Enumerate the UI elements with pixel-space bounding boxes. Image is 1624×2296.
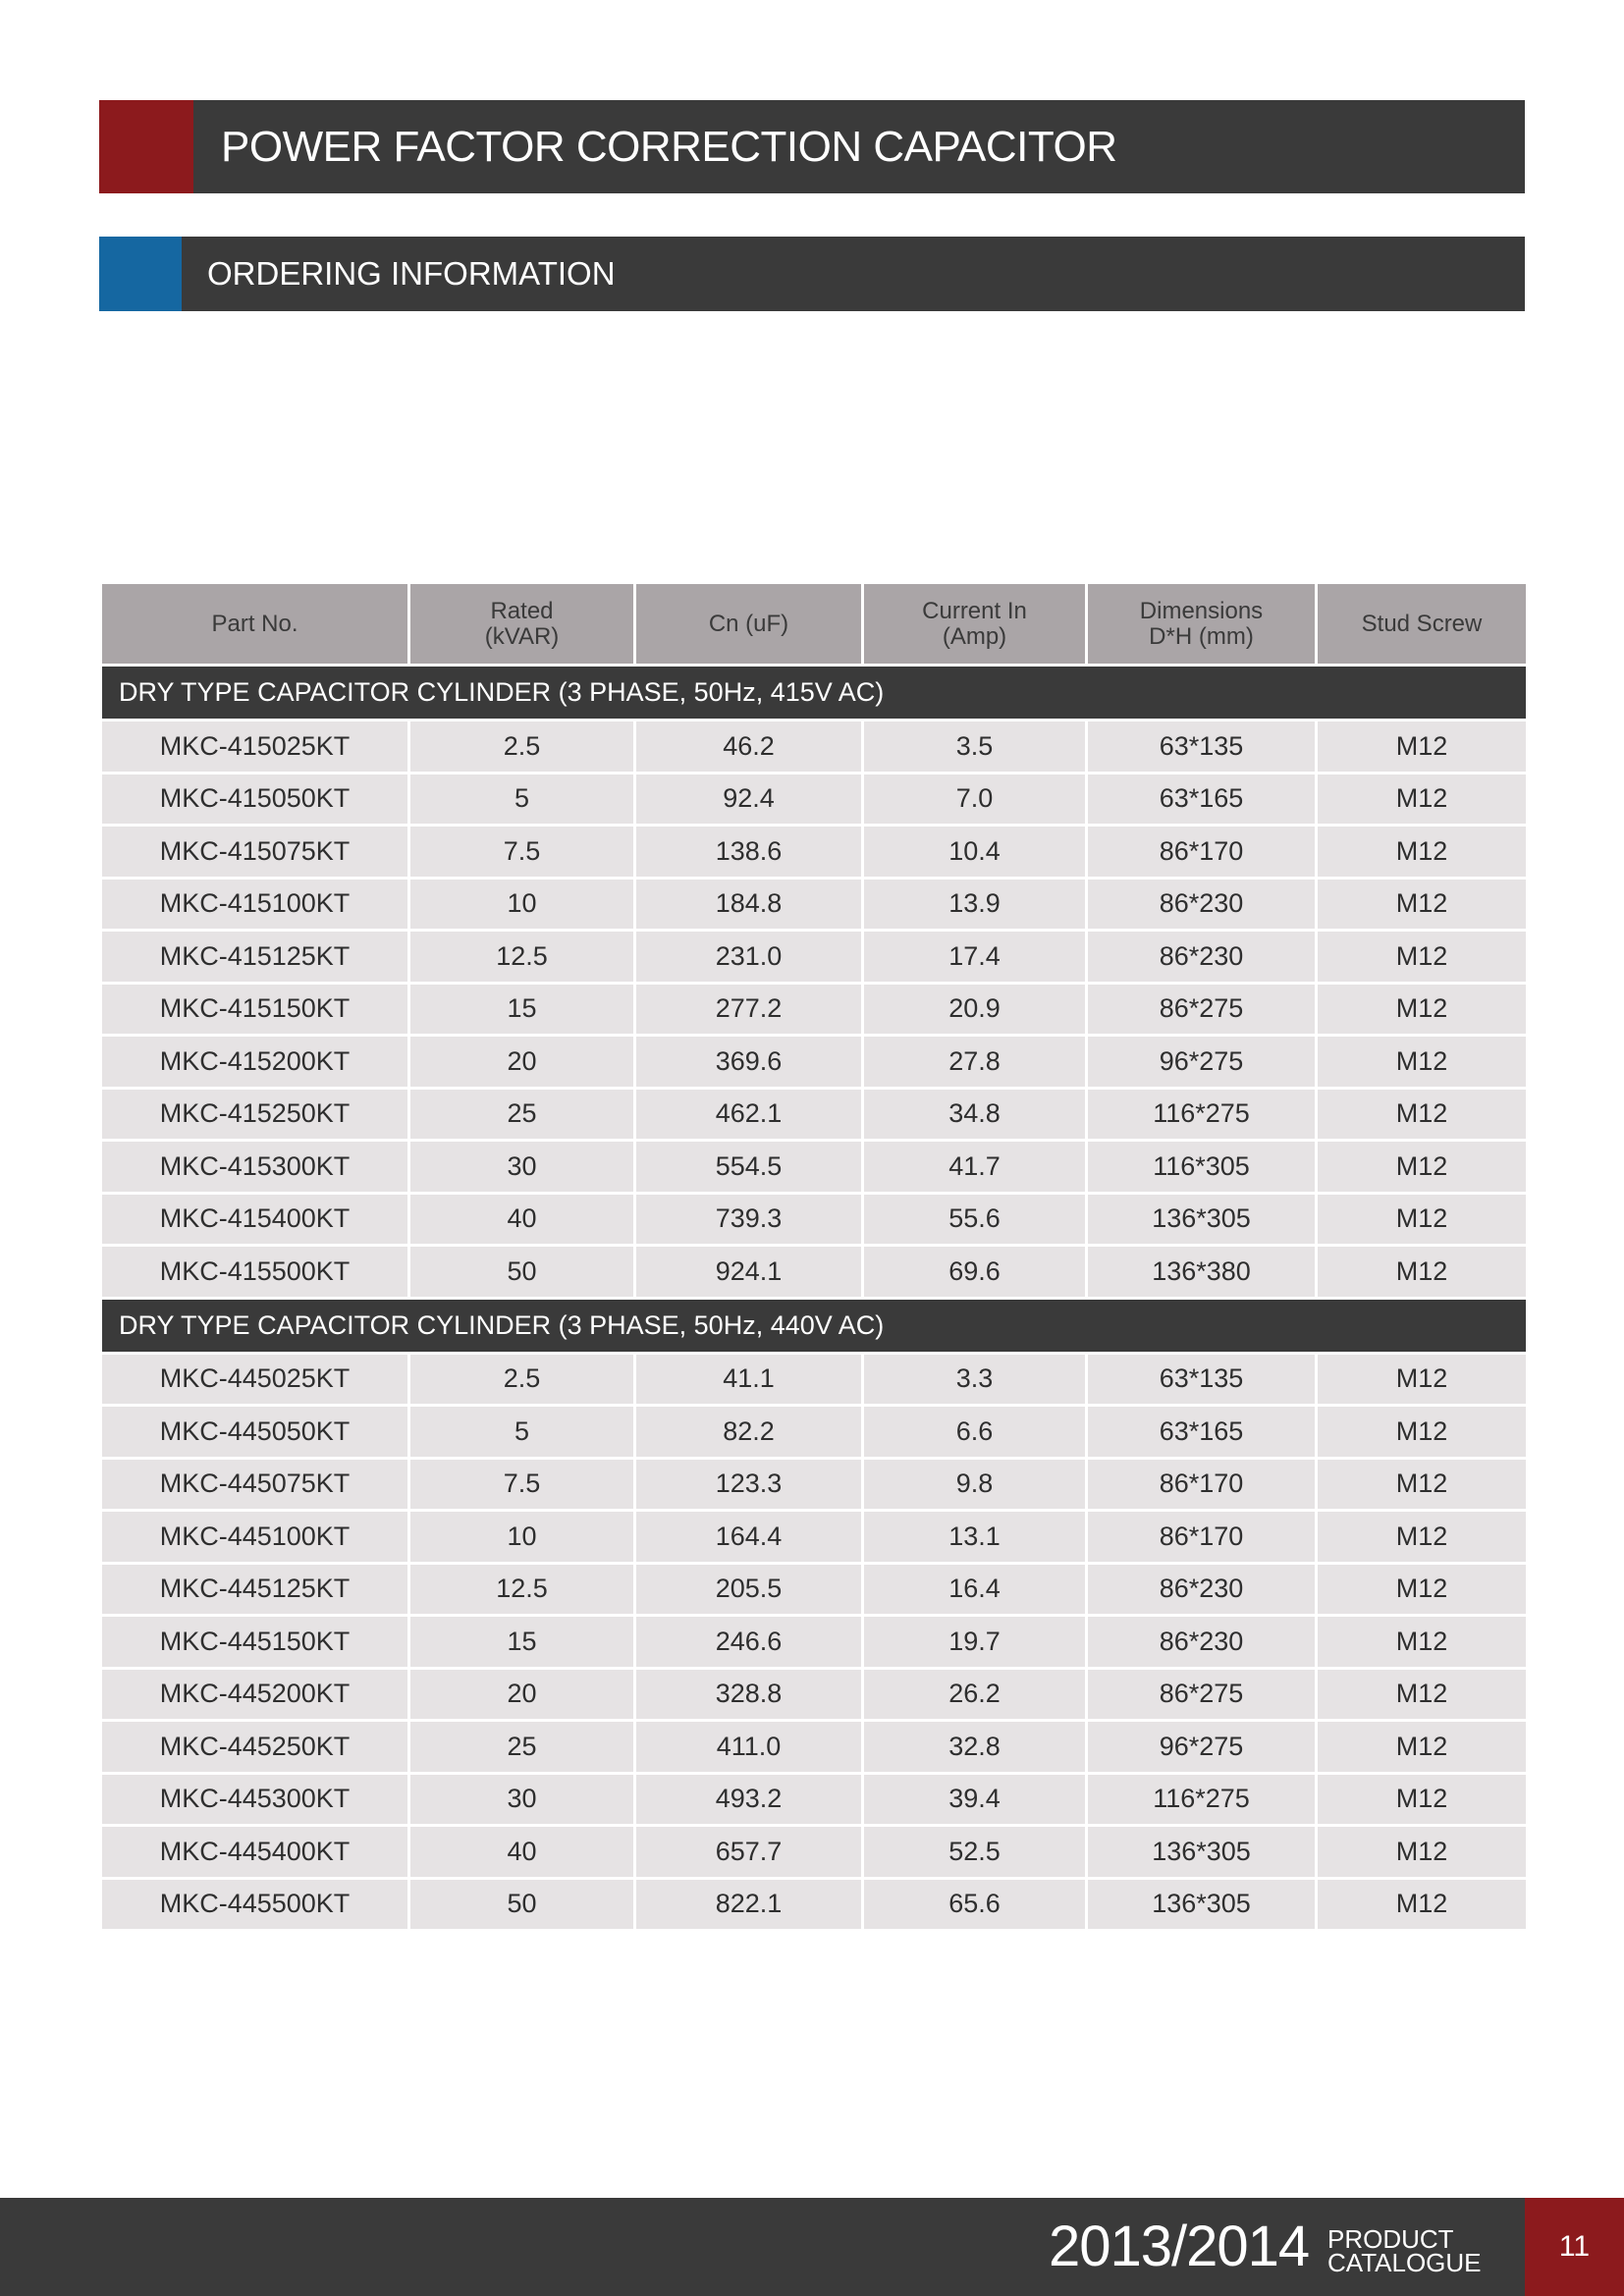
table-row (101, 1668, 1528, 1721)
table-cell: M12 (1317, 721, 1528, 774)
table-cell: 86*170 (1087, 826, 1317, 879)
table-cell: 86*170 (1087, 1511, 1317, 1564)
table-cell: 52.5 (863, 1826, 1087, 1879)
column-header-text: Cn (uF) (708, 610, 789, 637)
table-cell: MKC-445100KT (101, 1511, 409, 1564)
group-header-row (101, 1298, 1528, 1353)
column-header-text: Part No. (211, 610, 298, 637)
footer-bar (0, 2198, 1624, 2296)
table-cell: 231.0 (635, 931, 863, 984)
table-row (101, 931, 1528, 984)
table-cell: 41.1 (635, 1353, 863, 1406)
table-cell: MKC-415100KT (101, 878, 409, 931)
table-cell: MKC-415150KT (101, 983, 409, 1036)
table-cell: 2.5 (409, 1353, 635, 1406)
table-cell: M12 (1317, 983, 1528, 1036)
table-cell: MKC-445250KT (101, 1721, 409, 1774)
table-cell: 136*305 (1087, 1878, 1317, 1931)
table-cell: M12 (1317, 1088, 1528, 1141)
column-header (409, 583, 635, 666)
table-cell: 5 (409, 773, 635, 826)
table-cell: 184.8 (635, 878, 863, 931)
table-cell: 65.6 (863, 1878, 1087, 1931)
table-cell: 7.0 (863, 773, 1087, 826)
table-cell: MKC-445150KT (101, 1616, 409, 1669)
table-cell: M12 (1317, 773, 1528, 826)
table-cell: 116*275 (1087, 1088, 1317, 1141)
table-cell: 369.6 (635, 1036, 863, 1089)
section-header-bar (99, 237, 1525, 311)
table-cell: M12 (1317, 1353, 1528, 1406)
table-row (101, 1458, 1528, 1511)
table-cell: 3.5 (863, 721, 1087, 774)
table-cell: 739.3 (635, 1193, 863, 1246)
table-cell: MKC-415075KT (101, 826, 409, 879)
table-cell: 3.3 (863, 1353, 1087, 1406)
table-row (101, 1563, 1528, 1616)
table-cell: 246.6 (635, 1616, 863, 1669)
table-cell: 50 (409, 1246, 635, 1299)
table-cell: 822.1 (635, 1878, 863, 1931)
table-cell: 116*305 (1087, 1141, 1317, 1194)
table-row (101, 826, 1528, 879)
page-title-bar (99, 100, 1525, 193)
table-cell: 46.2 (635, 721, 863, 774)
table-row (101, 1616, 1528, 1669)
table-row (101, 1246, 1528, 1299)
table-cell: 138.6 (635, 826, 863, 879)
table-cell: 10.4 (863, 826, 1087, 879)
table-row (101, 721, 1528, 774)
table-cell: MKC-415050KT (101, 773, 409, 826)
table-cell: M12 (1317, 1616, 1528, 1669)
table-cell: 462.1 (635, 1088, 863, 1141)
table-cell: M12 (1317, 1141, 1528, 1194)
column-header-text: Stud Screw (1361, 610, 1483, 637)
table-row (101, 1193, 1528, 1246)
table-cell: 25 (409, 1088, 635, 1141)
table-cell: 25 (409, 1721, 635, 1774)
table-cell: 86*230 (1087, 931, 1317, 984)
column-header (1317, 583, 1528, 666)
table-cell: M12 (1317, 1721, 1528, 1774)
table-cell: 16.4 (863, 1563, 1087, 1616)
table-cell: 411.0 (635, 1721, 863, 1774)
table-cell: 63*135 (1087, 721, 1317, 774)
table-cell: 41.7 (863, 1141, 1087, 1194)
column-header (1087, 583, 1317, 666)
table-cell: 50 (409, 1878, 635, 1931)
table-cell: MKC-415025KT (101, 721, 409, 774)
table-cell: 19.7 (863, 1616, 1087, 1669)
table-cell: 7.5 (409, 1458, 635, 1511)
table-row (101, 1036, 1528, 1089)
table-row (101, 1721, 1528, 1774)
table-cell: 63*165 (1087, 1406, 1317, 1459)
column-header-text: D*H (mm) (1149, 622, 1254, 650)
table-cell: 17.4 (863, 931, 1087, 984)
table-cell: M12 (1317, 1773, 1528, 1826)
table-cell: M12 (1317, 1826, 1528, 1879)
table-cell: MKC-445300KT (101, 1773, 409, 1826)
table-cell: M12 (1317, 1458, 1528, 1511)
table-cell: MKC-445125KT (101, 1563, 409, 1616)
table-cell: M12 (1317, 826, 1528, 879)
table-cell: 40 (409, 1826, 635, 1879)
table-cell: 63*135 (1087, 1353, 1317, 1406)
group-title: DRY TYPE CAPACITOR CYLINDER (3 PHASE, 50Hz, 440V AC) (101, 1298, 1528, 1353)
table-cell: 10 (409, 1511, 635, 1564)
table-cell: 20 (409, 1036, 635, 1089)
table-cell: MKC-415125KT (101, 931, 409, 984)
table-cell: MKC-445400KT (101, 1826, 409, 1879)
table-cell: 924.1 (635, 1246, 863, 1299)
table-cell: 82.2 (635, 1406, 863, 1459)
title-accent-block (99, 100, 193, 193)
ordering-table (99, 581, 1529, 1932)
table-cell: 5 (409, 1406, 635, 1459)
catalogue-label-line2: CATALOGUE (1327, 2248, 1482, 2277)
table-cell: MKC-415200KT (101, 1036, 409, 1089)
table-cell: 277.2 (635, 983, 863, 1036)
table-row (101, 1826, 1528, 1879)
table-cell: 39.4 (863, 1773, 1087, 1826)
table-cell: MKC-415250KT (101, 1088, 409, 1141)
table-cell: 34.8 (863, 1088, 1087, 1141)
table-cell: MKC-445200KT (101, 1668, 409, 1721)
catalogue-label-line1: PRODUCT (1327, 2224, 1454, 2254)
table-cell: MKC-415400KT (101, 1193, 409, 1246)
table-cell: 86*230 (1087, 878, 1317, 931)
table-row (101, 1878, 1528, 1931)
table-cell: 86*275 (1087, 983, 1317, 1036)
table-cell: 136*380 (1087, 1246, 1317, 1299)
section-accent-block (99, 237, 182, 311)
table-cell: 69.6 (863, 1246, 1087, 1299)
table-cell: M12 (1317, 1406, 1528, 1459)
table-cell: 12.5 (409, 931, 635, 984)
table-cell: 123.3 (635, 1458, 863, 1511)
table-cell: 205.5 (635, 1563, 863, 1616)
group-header-row (101, 666, 1528, 721)
table-cell: 7.5 (409, 826, 635, 879)
table-row (101, 773, 1528, 826)
table-cell: M12 (1317, 1668, 1528, 1721)
column-header (101, 583, 409, 666)
table-row (101, 983, 1528, 1036)
column-header (863, 583, 1087, 666)
table-cell: 30 (409, 1141, 635, 1194)
table-cell: MKC-415500KT (101, 1246, 409, 1299)
table-cell: 32.8 (863, 1721, 1087, 1774)
table-cell: 96*275 (1087, 1721, 1317, 1774)
table-cell: 86*275 (1087, 1668, 1317, 1721)
table-cell: 26.2 (863, 1668, 1087, 1721)
table-cell: 328.8 (635, 1668, 863, 1721)
table-row (101, 1353, 1528, 1406)
page-number: 11 (1525, 2198, 1624, 2296)
table-cell: 27.8 (863, 1036, 1087, 1089)
table-cell: 10 (409, 878, 635, 931)
catalogue-label (1327, 2224, 1482, 2277)
table-cell: 136*305 (1087, 1193, 1317, 1246)
table-body (101, 666, 1528, 1931)
table-cell: 86*230 (1087, 1616, 1317, 1669)
table-cell: 86*170 (1087, 1458, 1317, 1511)
table-cell: 554.5 (635, 1141, 863, 1194)
table-cell: 13.1 (863, 1511, 1087, 1564)
table-cell: 63*165 (1087, 773, 1317, 826)
table-cell: MKC-445050KT (101, 1406, 409, 1459)
table-cell: 30 (409, 1773, 635, 1826)
table-row (101, 878, 1528, 931)
table-cell: M12 (1317, 1511, 1528, 1564)
table-cell: M12 (1317, 1036, 1528, 1089)
table-cell: M12 (1317, 1246, 1528, 1299)
column-header (635, 583, 863, 666)
group-title: DRY TYPE CAPACITOR CYLINDER (3 PHASE, 50Hz, 415V AC) (101, 666, 1528, 721)
column-header-text: Rated (490, 597, 554, 624)
table-cell: MKC-445025KT (101, 1353, 409, 1406)
table-cell: 86*230 (1087, 1563, 1317, 1616)
table-cell: MKC-415300KT (101, 1141, 409, 1194)
table-row (101, 1511, 1528, 1564)
table-cell: MKC-445500KT (101, 1878, 409, 1931)
table-cell: 657.7 (635, 1826, 863, 1879)
table-cell: 20.9 (863, 983, 1087, 1036)
table-cell: 13.9 (863, 878, 1087, 931)
table-cell: 6.6 (863, 1406, 1087, 1459)
table-cell: 164.4 (635, 1511, 863, 1564)
table-cell: 15 (409, 1616, 635, 1669)
table-cell: M12 (1317, 931, 1528, 984)
table-cell: 55.6 (863, 1193, 1087, 1246)
table-cell: 9.8 (863, 1458, 1087, 1511)
table-cell: 12.5 (409, 1563, 635, 1616)
table-cell: M12 (1317, 878, 1528, 931)
table-cell: MKC-445075KT (101, 1458, 409, 1511)
column-header-text: Current In (922, 597, 1027, 624)
table-cell: 40 (409, 1193, 635, 1246)
table-cell: M12 (1317, 1193, 1528, 1246)
table-cell: 15 (409, 983, 635, 1036)
table-cell: 92.4 (635, 773, 863, 826)
table-header-row (101, 583, 1528, 666)
table-cell: 2.5 (409, 721, 635, 774)
table-cell: M12 (1317, 1563, 1528, 1616)
column-header-text: (Amp) (942, 622, 1007, 650)
table-row (101, 1406, 1528, 1459)
table-cell: 136*305 (1087, 1826, 1317, 1879)
table-cell: 96*275 (1087, 1036, 1317, 1089)
catalogue-years: 2013/2014 (1049, 2215, 1310, 2278)
table-cell: M12 (1317, 1878, 1528, 1931)
table-cell: 116*275 (1087, 1773, 1317, 1826)
table-row (101, 1773, 1528, 1826)
section-title: ORDERING INFORMATION (207, 255, 616, 292)
column-header-text: Dimensions (1139, 597, 1264, 624)
table-row (101, 1141, 1528, 1194)
table-cell: 20 (409, 1668, 635, 1721)
table-row (101, 1088, 1528, 1141)
page-title: POWER FACTOR CORRECTION CAPACITOR (221, 123, 1117, 171)
column-header-text: (kVAR) (484, 622, 560, 650)
table-cell: 493.2 (635, 1773, 863, 1826)
